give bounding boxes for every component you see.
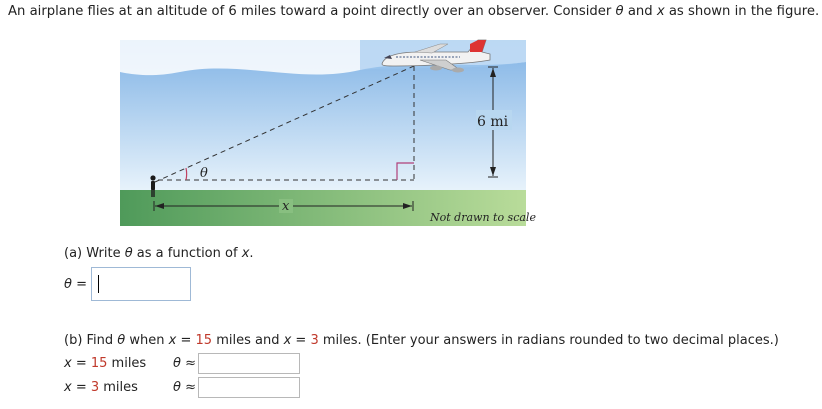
theta-symbol: θ	[615, 4, 624, 19]
theta-symbol: θ	[117, 333, 126, 348]
scale-note: Not drawn to scale	[430, 211, 536, 224]
part-a-text: .	[249, 246, 254, 261]
unit-label: miles	[99, 380, 138, 395]
text-caret	[98, 275, 99, 293]
problem-text: as shown in the figure.	[664, 4, 820, 19]
part-b-answer-input-2[interactable]	[198, 377, 300, 398]
x-label: x =	[64, 356, 91, 371]
altitude-label: 6 mi	[477, 114, 509, 130]
part-b-prompt	[64, 333, 779, 348]
angle-arc	[186, 168, 187, 180]
x-symbol: x	[241, 246, 250, 261]
theta-approx-label: θ ≈	[173, 380, 196, 395]
x-label: x =	[64, 380, 91, 395]
part-b-text: miles and	[212, 333, 284, 348]
x-symbol: x	[283, 333, 292, 348]
part-a-answer-input[interactable]	[91, 267, 191, 301]
part-b-text: (b) Find	[64, 333, 118, 348]
unit-label: miles	[107, 356, 147, 371]
problem-text: and	[623, 4, 657, 19]
theta-approx-label: θ ≈	[173, 356, 196, 371]
angle-label: θ	[200, 166, 208, 181]
part-b-text: =	[176, 333, 196, 348]
x-value: 3	[90, 380, 100, 395]
part-b-row-1-label	[64, 356, 146, 371]
part-a-text: (a) Write	[64, 246, 125, 261]
x-symbol: x	[656, 4, 665, 19]
part-a-text: as a function of	[132, 246, 242, 261]
x-value: 15	[90, 356, 108, 371]
part-b-text: =	[291, 333, 311, 348]
distance-label: x	[282, 199, 290, 214]
part-b-row-2-label	[64, 380, 138, 395]
part-b-text: miles. (Enter your answers in radians rounded to two decimal places.)	[318, 333, 779, 348]
problem-text: An airplane flies at an altitude of 6 miles toward a point directly over an observer. Consider	[8, 4, 616, 19]
x-symbol: x	[168, 333, 177, 348]
theta-symbol: θ	[124, 246, 133, 261]
x-value-3: 3	[310, 333, 319, 348]
part-a-prompt	[64, 246, 254, 261]
part-b-text: when	[125, 333, 169, 348]
x-value-15: 15	[195, 333, 213, 348]
part-a-answer-label: θ =	[64, 277, 87, 292]
part-b-answer-input-1[interactable]	[198, 353, 300, 374]
